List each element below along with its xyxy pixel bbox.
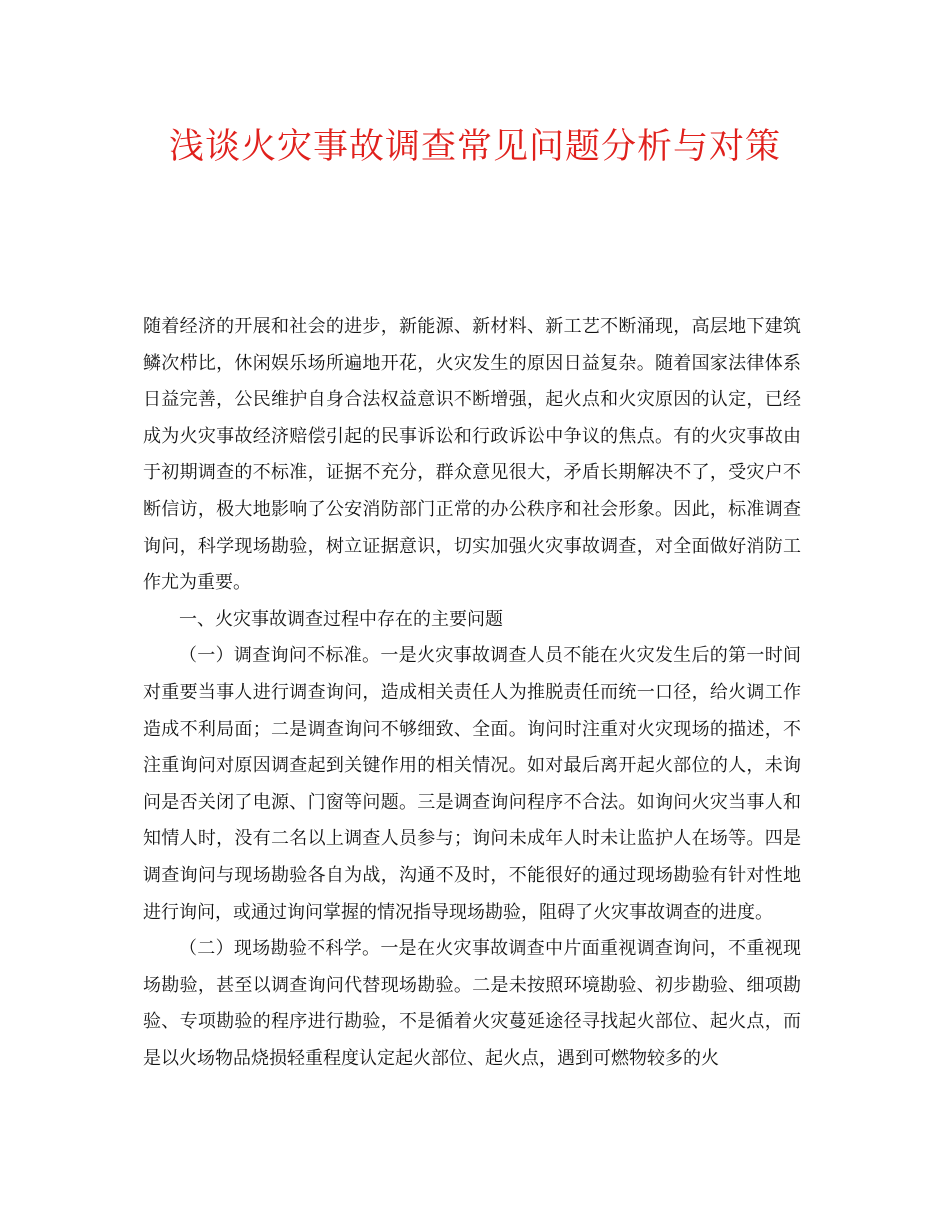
section-heading-main-problems: 一、火灾事故调查过程中存在的主要问题 — [179, 608, 503, 630]
document-title: 浅谈火灾事故调查常见问题分析与对策 — [168, 127, 781, 167]
paragraph-intro: 随着经济的开展和社会的进步，新能源、新材料、新工艺不断涌现，高层地下建筑鳞次栉比，休闲娱乐场所遍地开花，火灾发生的原因日益复杂。随着国家法律体系日益完善，公民维护自身合法权益意识不断增强，起火点和火灾原因的认定，已经成为火灾事故经济赔偿引起的民事诉讼和行政诉讼中争议的焦点。有的火灾事故由于初期调查的不标准，证据不充分，群众意见很大，矛盾长期解决不了，受灾户不断信访，极大地影响了公安消防部门正常的办公秩序和社会形象。因此，标准调查询问，科学现场勘验，树立证据意识，切实加强火灾事故调查，对全面做好消防工作尤为重要。 — [143, 316, 801, 594]
paragraph-inquiry-issues: （一）调查询问不标准。一是火灾事故调查人员不能在火灾发生后的第一时间对重要当事人进行调查询问，造成相关责任人为推脱责任而统一口径，给火调工作造成不利局面；二是调查询问不够细致、全面。询问时注重对火灾现场的描述，不注重询问对原因调查起到关键作用的相关情况。如对最后离开起火部位的人，未询问是否关闭了电源、门窗等问题。三是调查询问程序不合法。如询问火灾当事人和知情人时，没有二名以上调查人员参与；询问未成年人时未让监护人在场等。四是调查询问与现场勘验各自为战，沟通不及时，不能很好的通过现场勘验有针对性地进行询问，或通过询问掌握的情况指导现场勘验，阻碍了火灾事故调查的进度。 — [143, 645, 801, 923]
document-body — [143, 309, 801, 1077]
paragraph-site-survey-issues: （二）现场勘验不科学。一是在火灾事故调查中片面重视调查询问，不重视现场勘验，甚至以调查询问代替现场勘验。二是未按照环境勘验、初步勘验、细项勘验、专项勘验的程序进行勘验，不是循着火灾蔓延途径寻找起火部位、起火点，而是以火场物品烧损轻重程度认定起火部位、起火点，遇到可燃物较多的火 — [143, 938, 801, 1069]
